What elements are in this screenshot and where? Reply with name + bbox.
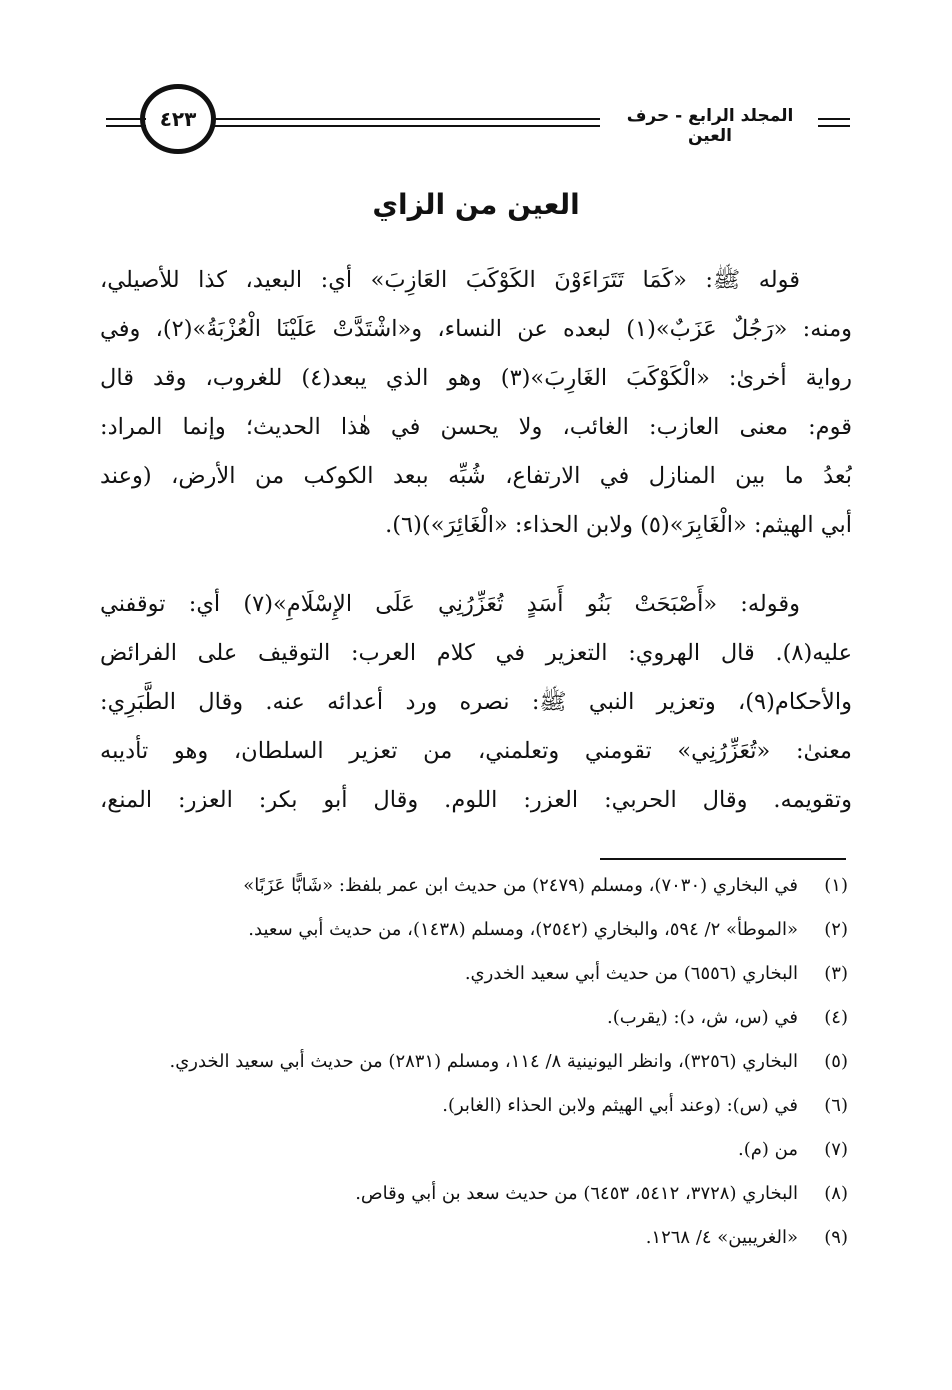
footnote-number: (٤): [824, 1007, 848, 1028]
footnote-number: (٧): [824, 1139, 848, 1160]
paragraph-line: وقوله: «أَصْبَحَتْ بَنُو أَسَدٍ تُعَزِّرُنِي عَلَى الإِسْلَامِ»(٧) أي: توقفني: [100, 591, 801, 617]
paragraph-line: قوله ﷺ: «كَمَا تَتَرَاءَوْنَ الكَوْكَبَ العَازِبَ» أي: البعيد، كذا للأصيلي،: [100, 267, 800, 293]
header-rule-right: [818, 118, 850, 127]
paragraph-line: قوم: معنى العازب: الغائب، ولا يحسن في هٰذا الحديث؛ وإنما المراد:: [100, 414, 852, 440]
footnote-number: (٦): [824, 1095, 848, 1116]
page-number: ٤٢٣: [159, 107, 197, 131]
paragraph-line: معنىٰ: «تُعَزِّرُنِي» تقومني وتعلمني، من تعزير السلطان، وهو تأديبه: [100, 738, 852, 764]
footnote-number: (٣): [824, 963, 848, 984]
paragraph-line: والأحكام(٩)، وتعزير النبي ﷺ: نصره ورد أعدائه عنه. وقال الطَّبَرِي:: [100, 689, 852, 715]
footnote-text: البخاري (٣٢٥٦)، وانظر اليونينية ٨/ ١١٤، ومسلم (٢٨٣١) من حديث أبي سعيد الخدري.: [169, 1051, 798, 1072]
footnote-text: في (س): (وعند أبي الهيثم ولابن الحذاء (الغابر).: [442, 1095, 798, 1116]
footnote-number: (١): [824, 875, 848, 896]
footnote-text: البخاري (٣٧٢٨، ٥٤١٢، ٦٤٥٣) من حديث سعد بن أبي وقاص.: [355, 1183, 798, 1204]
paragraph-line: أبي الهيثم: «الْغَابِرَ»(٥) ولابن الحذاء: «الْغَائِرَ»)(٦).: [385, 512, 852, 538]
page-number-badge: [140, 84, 216, 154]
footnote: [100, 916, 852, 944]
footnote-text: في (س، ش، د): (يقرب).: [607, 1007, 798, 1028]
footnotes: [100, 872, 852, 1268]
footnote-number: (٨): [824, 1183, 848, 1204]
paragraph-line: رواية أخرىٰ: «الْكَوْكَبَ الغَارِبَ»(٣) وهو الذي يبعد(٤) للغروب، وقد قال: [100, 365, 852, 391]
paragraph-line: عليه(٨). قال الهروي: التعزير في كلام العرب: التوقيف على الفرائض: [100, 640, 852, 666]
paragraph-line: وتقويمه. وقال الحربي: العزر: اللوم. وقال أبو بكر: العزر: المنع،: [100, 787, 852, 813]
footnote: [100, 1048, 852, 1076]
footnote-number: (٥): [824, 1051, 848, 1072]
header-rule-middle: [212, 118, 600, 127]
footnote-divider: [600, 858, 846, 860]
footnote: [100, 1224, 852, 1252]
paragraph-2: [100, 580, 852, 825]
running-title: المجلد الرابع - حرف العين: [626, 106, 794, 146]
footnote-number: (٩): [824, 1227, 848, 1248]
footnote: [100, 872, 852, 900]
footnote: [100, 1092, 852, 1120]
footnote-text: البخاري (٦٥٥٦) من حديث أبي سعيد الخدري.: [464, 963, 798, 984]
footnote: [100, 1180, 852, 1208]
footnote-text: «الغريبين» ٤/ ١٢٦٨.: [645, 1227, 798, 1248]
footnote-text: في البخاري (٧٠٣٠)، ومسلم (٢٤٧٩) من حديث ابن عمر بلفظ: «شَابًّا عَزَبًا»: [243, 875, 798, 896]
paragraph-1: [100, 256, 852, 550]
footnote: [100, 1136, 852, 1164]
footnote-text: من (م).: [738, 1139, 798, 1160]
section-title: العين من الزاي: [372, 188, 580, 221]
footnote: [100, 1004, 852, 1032]
paragraph-line: ومنه: «رَجُلٌ عَزَبٌ»(١) لبعده عن النساء، و«اشْتَدَّتْ عَلَيْنَا الْعُزْبَةُ»(٢)، وفي: [100, 316, 852, 342]
footnote-text: «الموطأ» ٢/ ٥٩٤، والبخاري (٢٥٤٢)، ومسلم (١٤٣٨)، من حديث أبي سعيد.: [248, 919, 798, 940]
paragraph-line: بُعدُ ما بين المنازل في الارتفاع، شُبِّه ببعد الكوكب من الأرض، (وعند: [100, 463, 852, 489]
footnote: [100, 960, 852, 988]
footnote-number: (٢): [824, 919, 848, 940]
